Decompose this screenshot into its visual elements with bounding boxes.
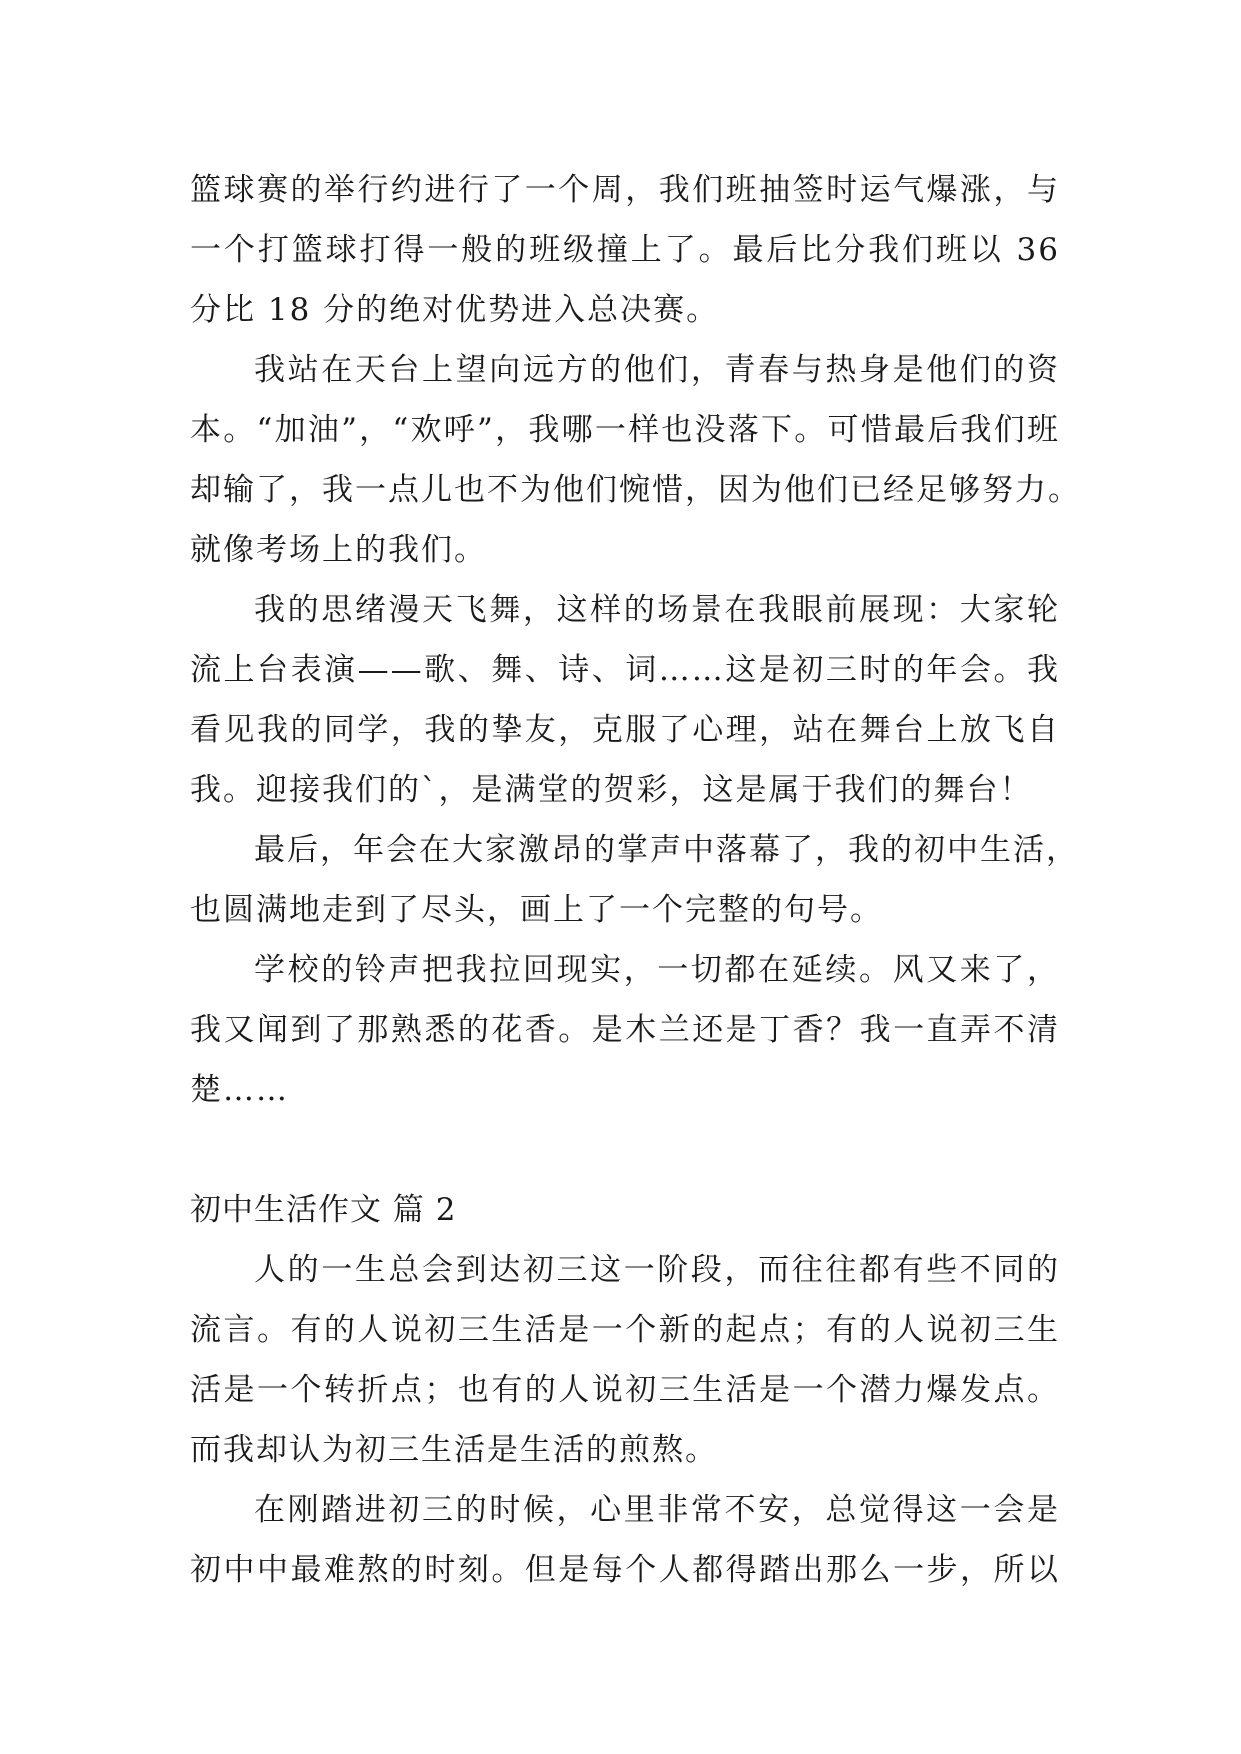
text-line: 在刚踏进初三的时候，心里非常不安，总觉得这一会是 — [254, 1492, 1060, 1528]
text-line: 篮球赛的举行约进行了一个周，我们班抽签时运气爆涨，与 — [190, 172, 1060, 208]
paragraph-5 — [190, 940, 1060, 1120]
text-line: 我的思绪漫天飞舞，这样的场景在我眼前展现：大家轮 — [254, 592, 1060, 628]
paragraph-7 — [190, 1480, 1060, 1600]
paragraph-2 — [190, 340, 1081, 580]
paragraph-6 — [190, 1240, 1060, 1480]
text-line: 人的一生总会到达初三这一阶段，而往往都有些不同的 — [254, 1252, 1060, 1288]
text-line: 学校的铃声把我拉回现实，一切都在延续。风又来了， — [254, 952, 1060, 988]
text-line: 本。“加油”，“欢呼”，我哪一样也没落下。可惜最后我们班 — [190, 412, 1060, 448]
paragraph-3 — [190, 580, 1060, 820]
document-body — [190, 160, 1081, 1600]
section-spacer — [190, 1120, 1060, 1180]
paragraph-4 — [190, 820, 1079, 940]
text-line: 看见我的同学，我的挚友，克服了心理，站在舞台上放飞自 — [190, 712, 1060, 748]
text-line: 最后，年会在大家激昂的掌声中落幕了，我的初中生活， — [254, 832, 1079, 868]
section-heading: 初中生活作文 篇 2 — [190, 1192, 457, 1228]
text-line: 流上台表演——歌、舞、诗、词……这是初三时的年会。我 — [190, 652, 1060, 688]
text-line: 就像考场上的我们。 — [190, 532, 487, 568]
text-line: 活是一个转折点；也有的人说初三生活是一个潜力爆发点。 — [190, 1372, 1060, 1408]
text-line: 流言。有的人说初三生活是一个新的起点；有的人说初三生 — [190, 1312, 1060, 1348]
text-line: 却输了，我一点儿也不为他们惋惜，因为他们已经足够努力。 — [190, 472, 1081, 508]
text-line: 初中中最难熬的时刻。但是每个人都得踏出那么一步，所以 — [190, 1552, 1060, 1588]
text-line: 楚…… — [190, 1072, 289, 1108]
text-line: 一个打篮球打得一般的班级撞上了。最后比分我们班以 36 — [190, 232, 1060, 268]
text-line: 分比 18 分的绝对优势进入总决赛。 — [190, 292, 720, 328]
text-line: 我。迎接我们的`，是满堂的贺彩，这是属于我们的舞台！ — [190, 772, 1033, 808]
text-line: 而我却认为初三生活是生活的煎熬。 — [190, 1432, 718, 1468]
text-line: 我又闻到了那熟悉的花香。是木兰还是丁香？我一直弄不清 — [190, 1012, 1060, 1048]
text-line: 也圆满地走到了尽头，画上了一个完整的句号。 — [190, 892, 883, 928]
paragraph-1 — [190, 160, 1060, 340]
text-line: 我站在天台上望向远方的他们，青春与热身是他们的资 — [254, 352, 1060, 388]
